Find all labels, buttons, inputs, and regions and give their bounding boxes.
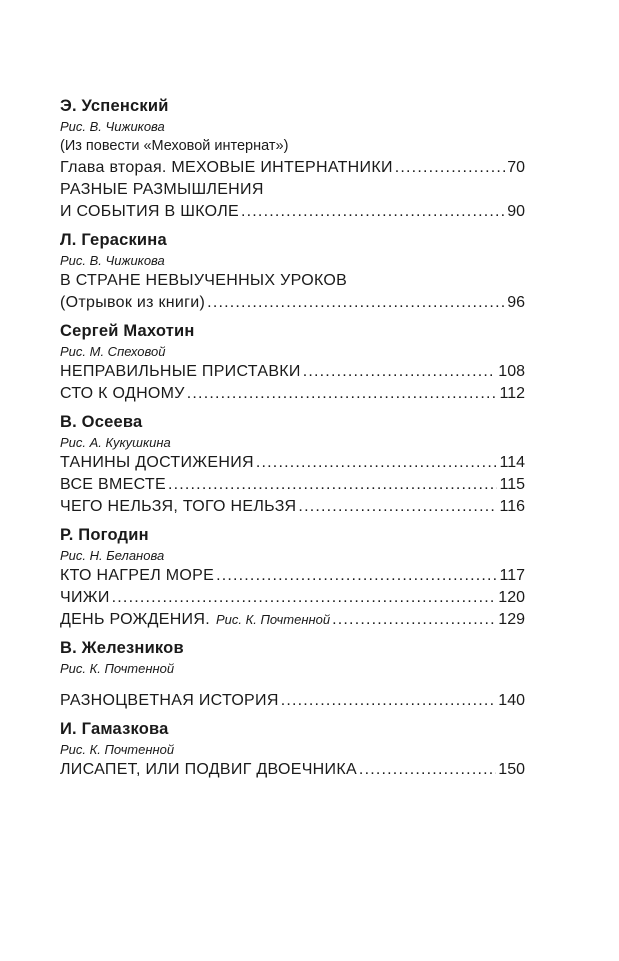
illustrator-credit: Рис. В. Чижикова: [60, 253, 165, 268]
spacer: [60, 678, 525, 690]
page-number: 116: [499, 498, 525, 515]
dot-leader: [207, 292, 505, 314]
entry-title-with-credit: [60, 609, 330, 631]
page-number: 90: [507, 203, 525, 220]
author-name: Л. Гераскина: [60, 231, 167, 249]
dot-leader: [303, 361, 497, 383]
entry-title: ЧИЖИ: [60, 589, 110, 606]
toc-section-oseeva: [60, 411, 525, 518]
entry-title: ЛИСАПЕТ, ИЛИ ПОДВИГ ДВОЕЧНИКА: [60, 761, 357, 778]
dot-leader: [168, 474, 498, 496]
illustrator-credit: Рис. К. Почтенной: [60, 661, 175, 676]
dot-leader: [298, 496, 497, 518]
toc-entry: [60, 759, 525, 781]
author-name: В. Железников: [60, 639, 184, 657]
page-number: 129: [498, 611, 525, 628]
dot-leader: [187, 383, 498, 405]
toc-entry: [60, 565, 525, 587]
entry-title: ЧЕГО НЕЛЬЗЯ, ТОГО НЕЛЬЗЯ: [60, 498, 297, 515]
entry-title: НЕПРАВИЛЬНЫЕ ПРИСТАВКИ: [60, 363, 301, 380]
page-number: 115: [499, 476, 525, 493]
entry-title: ВСЕ ВМЕСТЕ: [60, 476, 166, 493]
toc-section-makhotin: [60, 320, 525, 405]
entry-title: РАЗНОЦВЕТНАЯ ИСТОРИЯ: [60, 692, 279, 709]
dot-leader: [281, 690, 497, 712]
page-number: 114: [499, 454, 525, 471]
toc-entry: [60, 587, 525, 609]
toc-entry: [60, 157, 525, 179]
toc-section-zheleznikov: [60, 637, 525, 712]
illustrator-credit: Рис. В. Чижикова: [60, 119, 165, 134]
page-number: 140: [498, 692, 525, 709]
toc-section-gamazkova: [60, 718, 525, 781]
toc-entry: [60, 609, 525, 631]
page-number: 117: [499, 567, 525, 584]
toc-section-uspensky: [60, 95, 525, 223]
dot-leader: [332, 609, 496, 631]
entry-title-line: В СТРАНЕ НЕВЫУЧЕННЫХ УРОКОВ: [60, 272, 348, 289]
illustrator-credit: Рис. М. Спеховой: [60, 344, 166, 359]
source-note: (Из повести «Меховой интернат»): [60, 138, 289, 154]
toc-section-geraskina: [60, 229, 525, 314]
entry-title: ТАНИНЫ ДОСТИЖЕНИЯ: [60, 454, 254, 471]
entry-title: ДЕНЬ РОЖДЕНИЯ.: [60, 611, 210, 628]
entry-title: СТО К ОДНОМУ: [60, 385, 185, 402]
author-name: Сергей Махотин: [60, 322, 195, 340]
page-number: 120: [498, 589, 525, 606]
dot-leader: [359, 759, 496, 781]
toc-entry: [60, 474, 525, 496]
page-number: 96: [507, 294, 525, 311]
author-name: И. Гамазкова: [60, 720, 169, 738]
entry-title: (Отрывок из книги): [60, 294, 206, 311]
toc-entry: [60, 452, 525, 474]
toc-entry: [60, 201, 525, 223]
page-number: 112: [499, 385, 525, 402]
entry-title-line: РАЗНЫЕ РАЗМЫШЛЕНИЯ: [60, 181, 264, 198]
toc-entry: [60, 383, 525, 405]
entry-title: И СОБЫТИЯ В ШКОЛЕ: [60, 203, 239, 220]
page-number: 70: [507, 159, 525, 176]
author-name: В. Осеева: [60, 413, 143, 431]
entry-title: Глава вторая. МЕХОВЫЕ ИНТЕРНАТНИКИ: [60, 159, 393, 176]
illustrator-credit: Рис. Н. Беланова: [60, 548, 165, 563]
toc-entry: [60, 690, 525, 712]
table-of-contents: [60, 95, 525, 787]
illustrator-credit: Рис. К. Почтенной: [60, 742, 175, 757]
dot-leader: [256, 452, 498, 474]
toc-section-pogodin: [60, 524, 525, 631]
toc-entry: [60, 292, 525, 314]
toc-entry: [60, 361, 525, 383]
dot-leader: [241, 201, 505, 223]
author-name: Э. Успенский: [60, 97, 169, 115]
dot-leader: [395, 157, 505, 179]
page-number: 108: [498, 363, 525, 380]
page-number: 150: [498, 761, 525, 778]
dot-leader: [112, 587, 497, 609]
inline-illustrator-credit: Рис. К. Почтенной: [215, 612, 331, 627]
toc-entry: [60, 496, 525, 518]
dot-leader: [216, 565, 497, 587]
author-name: Р. Погодин: [60, 526, 149, 544]
entry-title: КТО НАГРЕЛ МОРЕ: [60, 567, 215, 584]
illustrator-credit: Рис. А. Кукушкина: [60, 435, 171, 450]
